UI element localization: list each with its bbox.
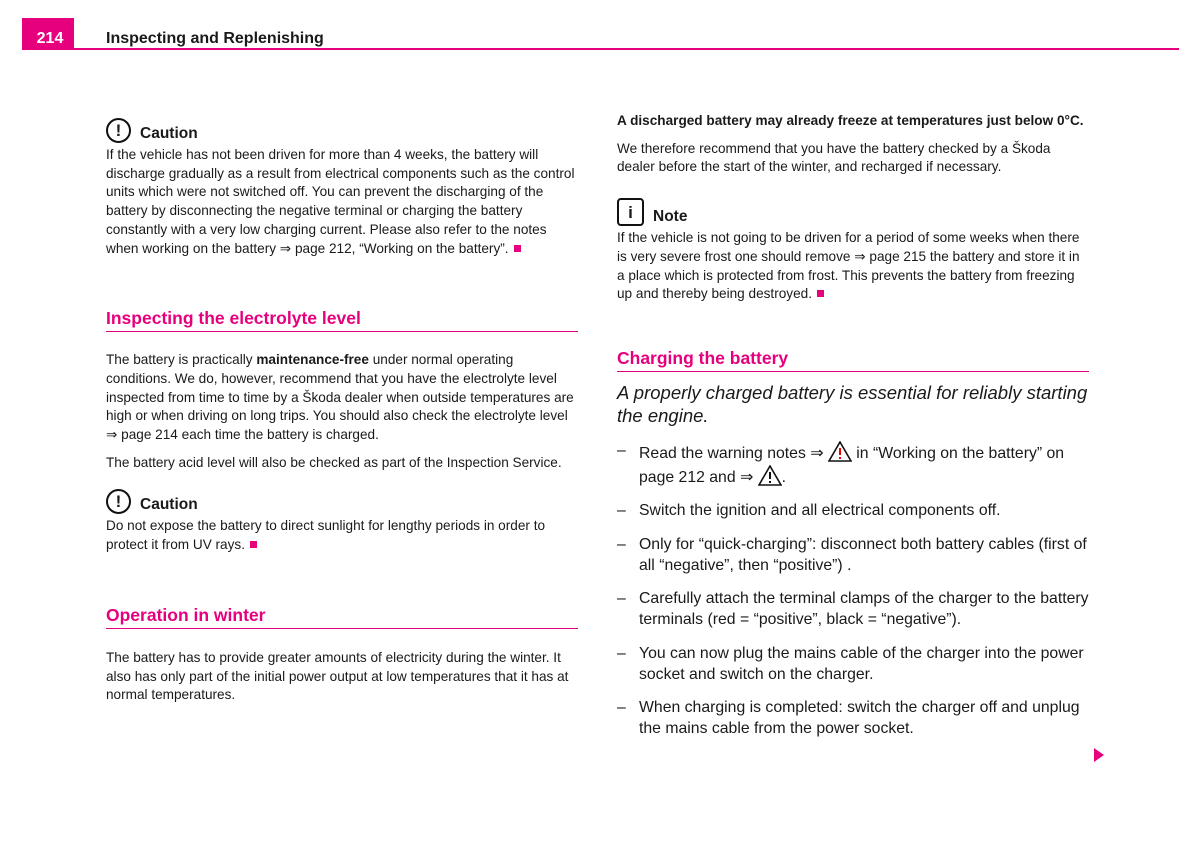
- winter-paragraph: The battery has to provide greater amounts of electricity during the winter. It also has only part of the initial power output at low temperatures that it has at normal temperatures.: [106, 649, 569, 703]
- exclamation-circle-icon: !: [106, 489, 131, 514]
- chapter-title: Inspecting and Replenishing: [106, 30, 324, 47]
- freeze-warning: A discharged battery may already freeze at temperatures just below 0°C.: [617, 113, 1084, 128]
- recommend-paragraph: We therefore recommend that you have the battery checked by a Škoda dealer before the start of the winter, and recharged if necessary.: [617, 140, 1051, 175]
- left-column: [106, 118, 578, 705]
- header-rule: [22, 48, 1179, 50]
- continue-arrow-icon: [1094, 748, 1104, 762]
- note-text: If the vehicle is not going to be driven for a period of some weeks when there is very severe frost one should remove ⇒ page 215 the battery and store it in a place which is protected from frost. This prevents the battery from freezing up and thereby being destroyed.: [617, 230, 1080, 302]
- section-heading-charging: Charging the battery: [617, 347, 1089, 372]
- list-item: – Only for “quick-charging”: disconnect both battery cables (first of all “negative”, then “positive”) .: [617, 536, 1087, 574]
- caution-text: Do not expose the battery to direct sunlight for lengthy periods in order to protect it from UV rays.: [106, 518, 546, 553]
- warning-triangle-icon: [828, 441, 852, 462]
- note-heading: [617, 198, 1089, 226]
- charging-steps: [617, 441, 1089, 740]
- list-item: – Read the warning notes ⇒ in “Working on the battery” on page 212 and ⇒ .: [617, 441, 1065, 486]
- list-item: – When charging is completed: switch the charger off and unplug the mains cable from the power socket.: [617, 699, 1080, 737]
- info-note-icon: i: [617, 198, 644, 226]
- warning-triangle-icon: [758, 465, 782, 486]
- caution-heading: [106, 118, 578, 143]
- caution-label: Caution: [140, 125, 198, 142]
- caution-heading: [106, 489, 578, 514]
- list-item: – You can now plug the mains cable of the charger into the power socket and switch on the charger.: [617, 644, 1084, 683]
- list-item: – Switch the ignition and all electrical components off.: [617, 502, 1001, 520]
- right-column: [617, 112, 1089, 740]
- list-item: – Carefully attach the terminal clamps of the charger to the battery terminals (red = “positive”, black = “negative”).: [617, 590, 1089, 629]
- exclamation-circle-icon: !: [106, 118, 131, 143]
- caution-label: Caution: [140, 496, 198, 514]
- end-marker: [514, 245, 521, 252]
- electrolyte-paragraph: The battery is practically maintenance-free under normal operating conditions. We do, however, recommend that you have the electrolyte level inspected from time to time by a Škoda dealer when outside temperatures are high or when driving on long trips. You should also check the electrolyte level ⇒ page 214 each time the battery is charged.: [106, 352, 574, 443]
- caution-text: If the vehicle has not been driven for more than 4 weeks, the battery will discharge gradually as a result from electrical components such as the control units which were not switched off. You can prevent the discharging of the battery by disconnecting the negative terminal or charging the battery constantly with a very low charging current. Please also refer to the notes when working on the battery ⇒ page 212, “Working on the battery”.: [106, 147, 575, 256]
- note-label: Note: [653, 208, 688, 226]
- charging-lead: A properly charged battery is essential for reliably starting the engine.: [617, 381, 1088, 426]
- end-marker: [250, 541, 257, 548]
- page-number: 214: [22, 18, 74, 50]
- section-heading-electrolyte: Inspecting the electrolyte level: [106, 307, 578, 332]
- acid-level-paragraph: The battery acid level will also be checked as part of the Inspection Service.: [106, 454, 562, 470]
- section-heading-winter: Operation in winter: [106, 604, 578, 629]
- end-marker: [817, 290, 824, 297]
